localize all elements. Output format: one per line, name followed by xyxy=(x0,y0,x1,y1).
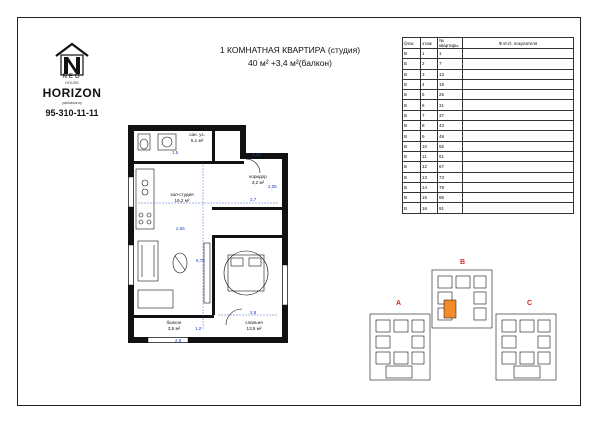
cell-apartment: 31 xyxy=(438,100,463,110)
cell-apartment: 43 xyxy=(438,121,463,131)
block-a-label: A xyxy=(396,300,402,307)
table-row xyxy=(403,151,574,161)
header-block: блок xyxy=(403,38,421,49)
page-title xyxy=(190,44,390,70)
table-row xyxy=(403,203,574,213)
header-floor: этаж xyxy=(421,38,438,49)
title-line-1: 1 КОМНАТНАЯ КВАРТИРА (студия) xyxy=(219,45,361,55)
cell-floor: 8 xyxy=(421,121,438,131)
bathroom-label: сан. уз. xyxy=(189,132,205,137)
table-row xyxy=(403,110,574,120)
cell-apartment: 67 xyxy=(438,162,463,172)
cell-buyer[interactable] xyxy=(463,141,574,151)
cell-floor: 9 xyxy=(421,131,438,141)
table-row xyxy=(403,141,574,151)
site-plan xyxy=(360,262,570,392)
cell-block: B xyxy=(403,131,421,141)
table-row xyxy=(403,79,574,89)
living-furniture xyxy=(138,241,210,308)
cell-block: B xyxy=(403,172,421,182)
dim-3: 2,05 xyxy=(268,184,277,189)
table-row xyxy=(403,100,574,110)
walls xyxy=(128,125,288,343)
cell-apartment: 25 xyxy=(438,90,463,100)
floor-plan xyxy=(128,125,303,345)
cell-block: B xyxy=(403,79,421,89)
cell-buyer[interactable] xyxy=(463,182,574,192)
cell-block: B xyxy=(403,141,421,151)
cell-apartment: 13 xyxy=(438,69,463,79)
living-label: зал-студия xyxy=(170,192,194,197)
table-row xyxy=(403,69,574,79)
cell-apartment: 91 xyxy=(438,203,463,213)
block-c-outline xyxy=(496,314,556,380)
cell-buyer[interactable] xyxy=(463,59,574,69)
title-line-2: 40 м² +3,4 м²(балкон) xyxy=(248,58,332,68)
header-apartment: № квартиры xyxy=(438,38,463,49)
cell-floor: 5 xyxy=(421,90,438,100)
cell-block: B xyxy=(403,182,421,192)
kitchen xyxy=(136,169,154,229)
cell-block: B xyxy=(403,59,421,69)
table-row xyxy=(403,182,574,192)
block-b-outline xyxy=(432,270,492,328)
living-area: 16,2 м² xyxy=(174,197,190,203)
dim-5: 2,65 xyxy=(176,226,185,231)
cell-apartment: 85 xyxy=(438,193,463,203)
cell-apartment: 19 xyxy=(438,79,463,89)
cell-buyer[interactable] xyxy=(463,162,574,172)
cell-floor: 14 xyxy=(421,182,438,192)
table-row xyxy=(403,193,574,203)
balcony-label: балкон xyxy=(166,320,182,325)
cell-apartment: 73 xyxy=(438,172,463,182)
cell-block: B xyxy=(403,121,421,131)
table-row xyxy=(403,131,574,141)
dim-9: 2,9 xyxy=(175,338,182,343)
cell-block: B xyxy=(403,193,421,203)
cell-floor: 1 xyxy=(421,49,438,59)
cell-apartment: 61 xyxy=(438,151,463,161)
cell-floor: 4 xyxy=(421,79,438,89)
cell-floor: 10 xyxy=(421,141,438,151)
cell-buyer[interactable] xyxy=(463,100,574,110)
cell-block: B xyxy=(403,110,421,120)
cell-buyer[interactable] xyxy=(463,131,574,141)
corridor-area: 3,2 м² xyxy=(251,179,265,185)
room-balcony xyxy=(154,320,194,331)
cell-buyer[interactable] xyxy=(463,172,574,182)
cell-buyer[interactable] xyxy=(463,49,574,59)
brand-logo xyxy=(38,42,106,118)
cell-floor: 13 xyxy=(421,172,438,182)
cell-floor: 11 xyxy=(421,151,438,161)
cell-floor: 12 xyxy=(421,162,438,172)
cell-block: B xyxy=(403,151,421,161)
cell-block: B xyxy=(403,90,421,100)
dim-7: 2,8 xyxy=(250,310,257,315)
table-row xyxy=(403,121,574,131)
cell-buyer[interactable] xyxy=(463,69,574,79)
cell-floor: 3 xyxy=(421,69,438,79)
brand-sub: yakkasaroy xyxy=(61,100,83,105)
table-row xyxy=(403,172,574,182)
room-living xyxy=(160,192,204,203)
dim-6: 6,75 xyxy=(196,258,205,263)
table-row xyxy=(403,162,574,172)
dim-2: 1,5 xyxy=(172,150,179,155)
cell-apartment: 55 xyxy=(438,141,463,151)
bedroom-label: спальня xyxy=(245,320,263,325)
cell-floor: 7 xyxy=(421,110,438,120)
bedroom-area: 13,5 м² xyxy=(246,325,262,331)
cell-apartment: 37 xyxy=(438,110,463,120)
brand-house: HOUSE xyxy=(64,80,80,85)
block-a-outline xyxy=(370,314,430,380)
room-bedroom xyxy=(232,320,276,331)
balcony-area: 3,5 м² xyxy=(167,325,181,331)
dimension-lines xyxy=(138,165,278,330)
table-row xyxy=(403,90,574,100)
bathroom-area: 5,1 м² xyxy=(190,137,204,143)
corridor-label: коридор xyxy=(249,174,267,179)
cell-floor: 6 xyxy=(421,100,438,110)
cell-floor: 2 xyxy=(421,59,438,69)
block-b-label: B xyxy=(460,259,466,266)
dim-1: 3,43 xyxy=(252,152,261,157)
cell-buyer[interactable] xyxy=(463,110,574,120)
cell-apartment: 7 xyxy=(438,59,463,69)
table-header-row xyxy=(403,38,574,49)
cell-block: B xyxy=(403,49,421,59)
cell-floor: 16 xyxy=(421,203,438,213)
units-table xyxy=(402,37,574,214)
cell-block: B xyxy=(403,203,421,213)
brand-neo: NEO xyxy=(62,74,82,80)
table-row xyxy=(403,49,574,59)
cell-buyer[interactable] xyxy=(463,90,574,100)
bedroom-furniture xyxy=(224,251,268,325)
cell-apartment: 49 xyxy=(438,131,463,141)
brand-name: HORIZON xyxy=(42,86,102,100)
dim-4: 2,7 xyxy=(250,197,257,202)
highlighted-unit xyxy=(444,300,456,318)
cell-apartment: 79 xyxy=(438,182,463,192)
block-c-label: C xyxy=(527,300,533,307)
cell-buyer[interactable] xyxy=(463,193,574,203)
cell-block: B xyxy=(403,69,421,79)
cell-buyer[interactable] xyxy=(463,151,574,161)
cell-buyer[interactable] xyxy=(463,203,574,213)
house-n-icon xyxy=(54,42,90,76)
brand-phone: 95-310-11-11 xyxy=(45,108,99,118)
header-buyer: Ф.И.О. покупателя xyxy=(463,38,574,49)
cell-buyer[interactable] xyxy=(463,121,574,131)
cell-block: B xyxy=(403,100,421,110)
cell-buyer[interactable] xyxy=(463,79,574,89)
cell-floor: 15 xyxy=(421,193,438,203)
room-bathroom xyxy=(177,132,217,143)
cell-block: B xyxy=(403,162,421,172)
units-table-body xyxy=(403,49,574,214)
cell-apartment: 1 xyxy=(438,49,463,59)
dim-8: 1,2 xyxy=(195,326,202,331)
table-row xyxy=(403,59,574,69)
